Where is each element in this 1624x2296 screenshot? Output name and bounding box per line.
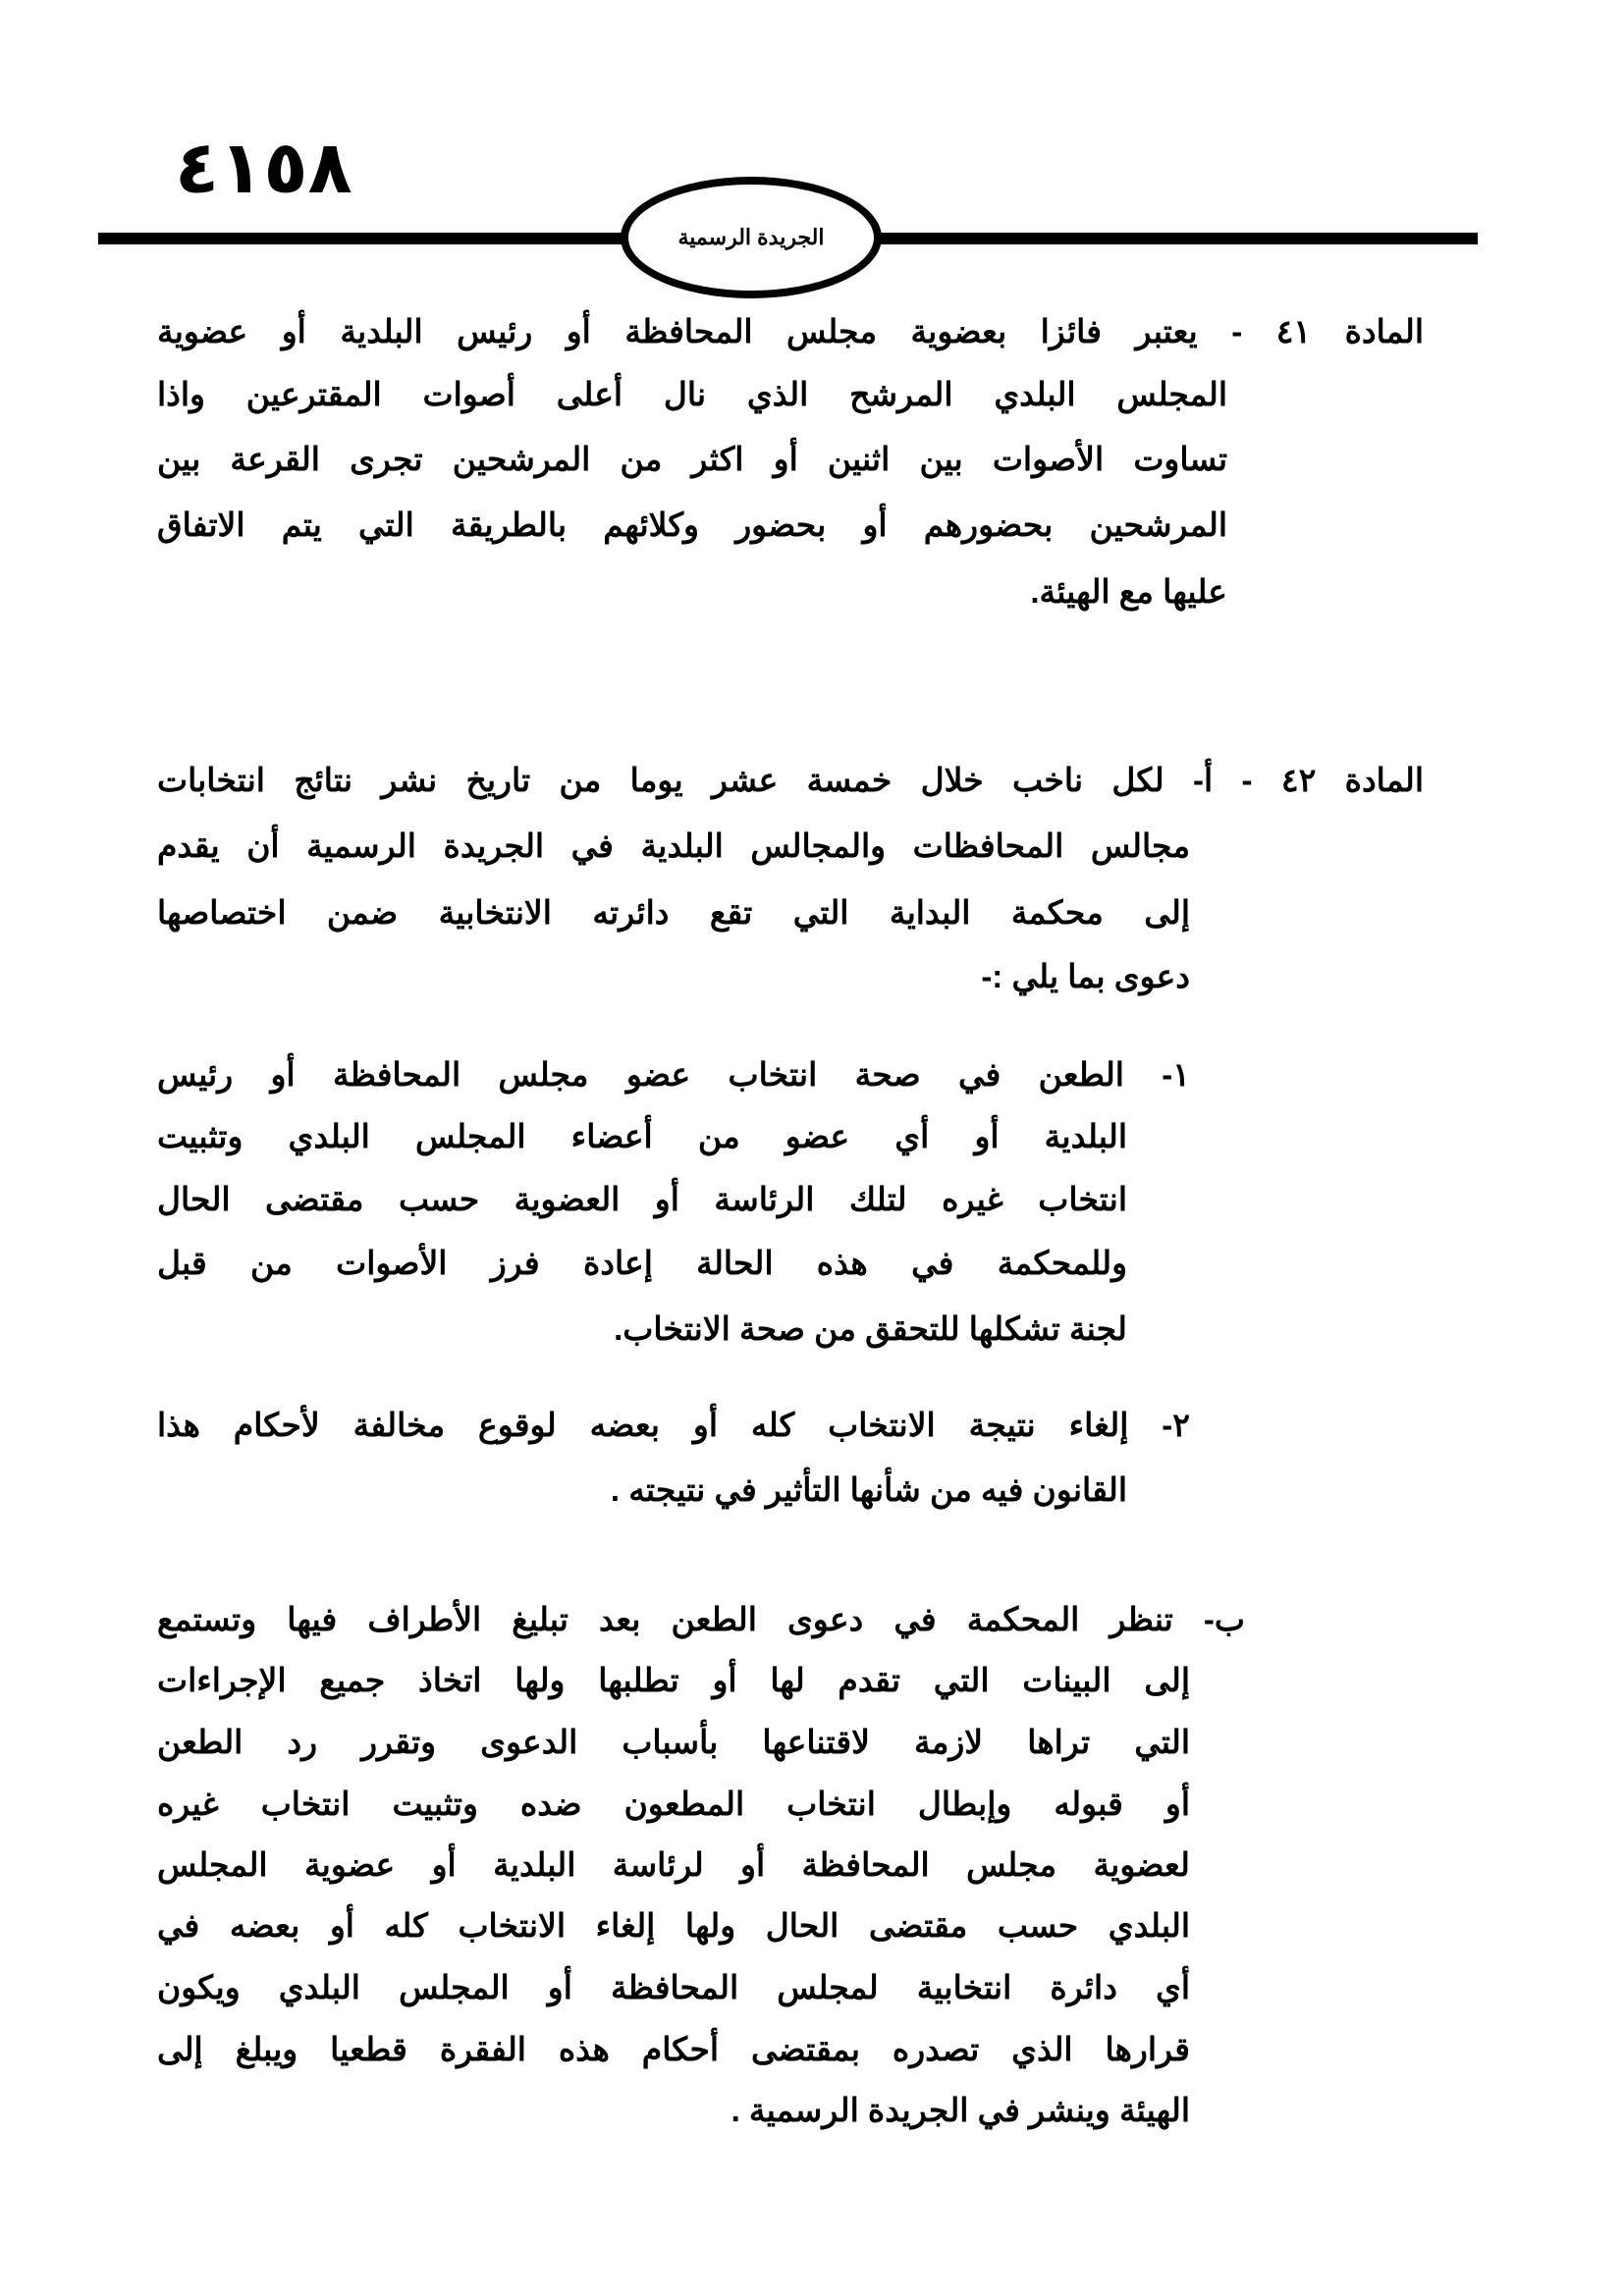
text-line: ب- تنظر المحكمة في دعوى الطعن بعد تبليغ الأطراف فيها وتستمع	[157, 1601, 1245, 1637]
text-line: المجلس البلدي المرشح الذي نال أعلى أصوات المقترعين واذا	[157, 376, 1227, 412]
text-line: أي دائرة انتخابية لمجلس المحافظة أو المجلس البلدي ويكون	[157, 1969, 1190, 2005]
text-line: المادة ٤١ - يعتبر فائزا بعضوية مجلس المحافظة أو رئيس البلدية أو عضوية	[157, 313, 1424, 349]
text-line: المرشحين بحضورهم أو بحضور وكلائهم بالطريقة التي يتم الاتفاق	[157, 507, 1227, 543]
text-line: مجالس المحافظات والمجالس البلدية في الجريدة الرسمية أن يقدم	[157, 828, 1190, 864]
text-line: التي تراها لازمة لاقتناعها بأسباب الدعوى وتقرر رد الطعن	[157, 1724, 1190, 1760]
text-line: انتخاب غيره لتلك الرئاسة أو العضوية حسب مقتضى الحال	[157, 1181, 1127, 1217]
text-line: لجنة تشكلها للتحقق من صحة الانتخاب.	[614, 1310, 1127, 1347]
publication-seal	[621, 177, 882, 298]
text-line: المادة ٤٢ - أ- لكل ناخب خلال خمسة عشر يوما من تاريخ نشر نتائج انتخابات	[157, 762, 1424, 798]
text-line: الهيئة وينشر في الجريدة الرسمية .	[731, 2092, 1190, 2128]
text-line: قرارها الذي تصدره بمقتضى أحكام هذه الفقرة قطعيا ويبلغ إلى	[157, 2031, 1190, 2067]
publication-title: الجريدة الرسمية	[677, 225, 825, 249]
text-line: لعضوية مجلس المحافظة أو لرئاسة البلدية أو عضوية المجلس	[157, 1846, 1190, 1883]
text-line: إلى البينات التي تقدم لها أو تطلبها ولها اتخاذ جميع الإجراءات	[157, 1662, 1190, 1698]
page-number: ٤١٥٨	[175, 126, 352, 210]
text-line: البلدية أو أي عضو من أعضاء المجلس البلدي وتثبيت	[157, 1118, 1127, 1154]
text-line: ٢- إلغاء نتيجة الانتخاب كله أو بعضه لوقوع مخالفة لأحكام هذا	[157, 1407, 1190, 1443]
text-line: دعوى بما يلي :-	[981, 958, 1190, 994]
text-line: عليها مع الهيئة.	[1030, 573, 1227, 610]
text-line: أو قبوله وإبطال انتخاب المطعون ضده وتثبيت انتخاب غيره	[157, 1786, 1190, 1822]
text-line: وللمحكمة في هذه الحالة إعادة فرز الأصوات من قبل	[157, 1245, 1127, 1281]
text-line: تساوت الأصوات بين اثنين أو اكثر من المرشحين تجرى القرعة بين	[157, 441, 1227, 477]
text-line: ١- الطعن في صحة انتخاب عضو مجلس المحافظة أو رئيس	[157, 1056, 1190, 1093]
text-line: البلدي حسب مقتضى الحال ولها إلغاء الانتخاب كله أو بعضه في	[157, 1907, 1190, 1944]
text-line: إلى محكمة البداية التي تقع دائرته الانتخابية ضمن اختصاصها	[157, 894, 1190, 931]
text-line: القانون فيه من شأنها التأثير في نتيجته .	[610, 1471, 1127, 1508]
